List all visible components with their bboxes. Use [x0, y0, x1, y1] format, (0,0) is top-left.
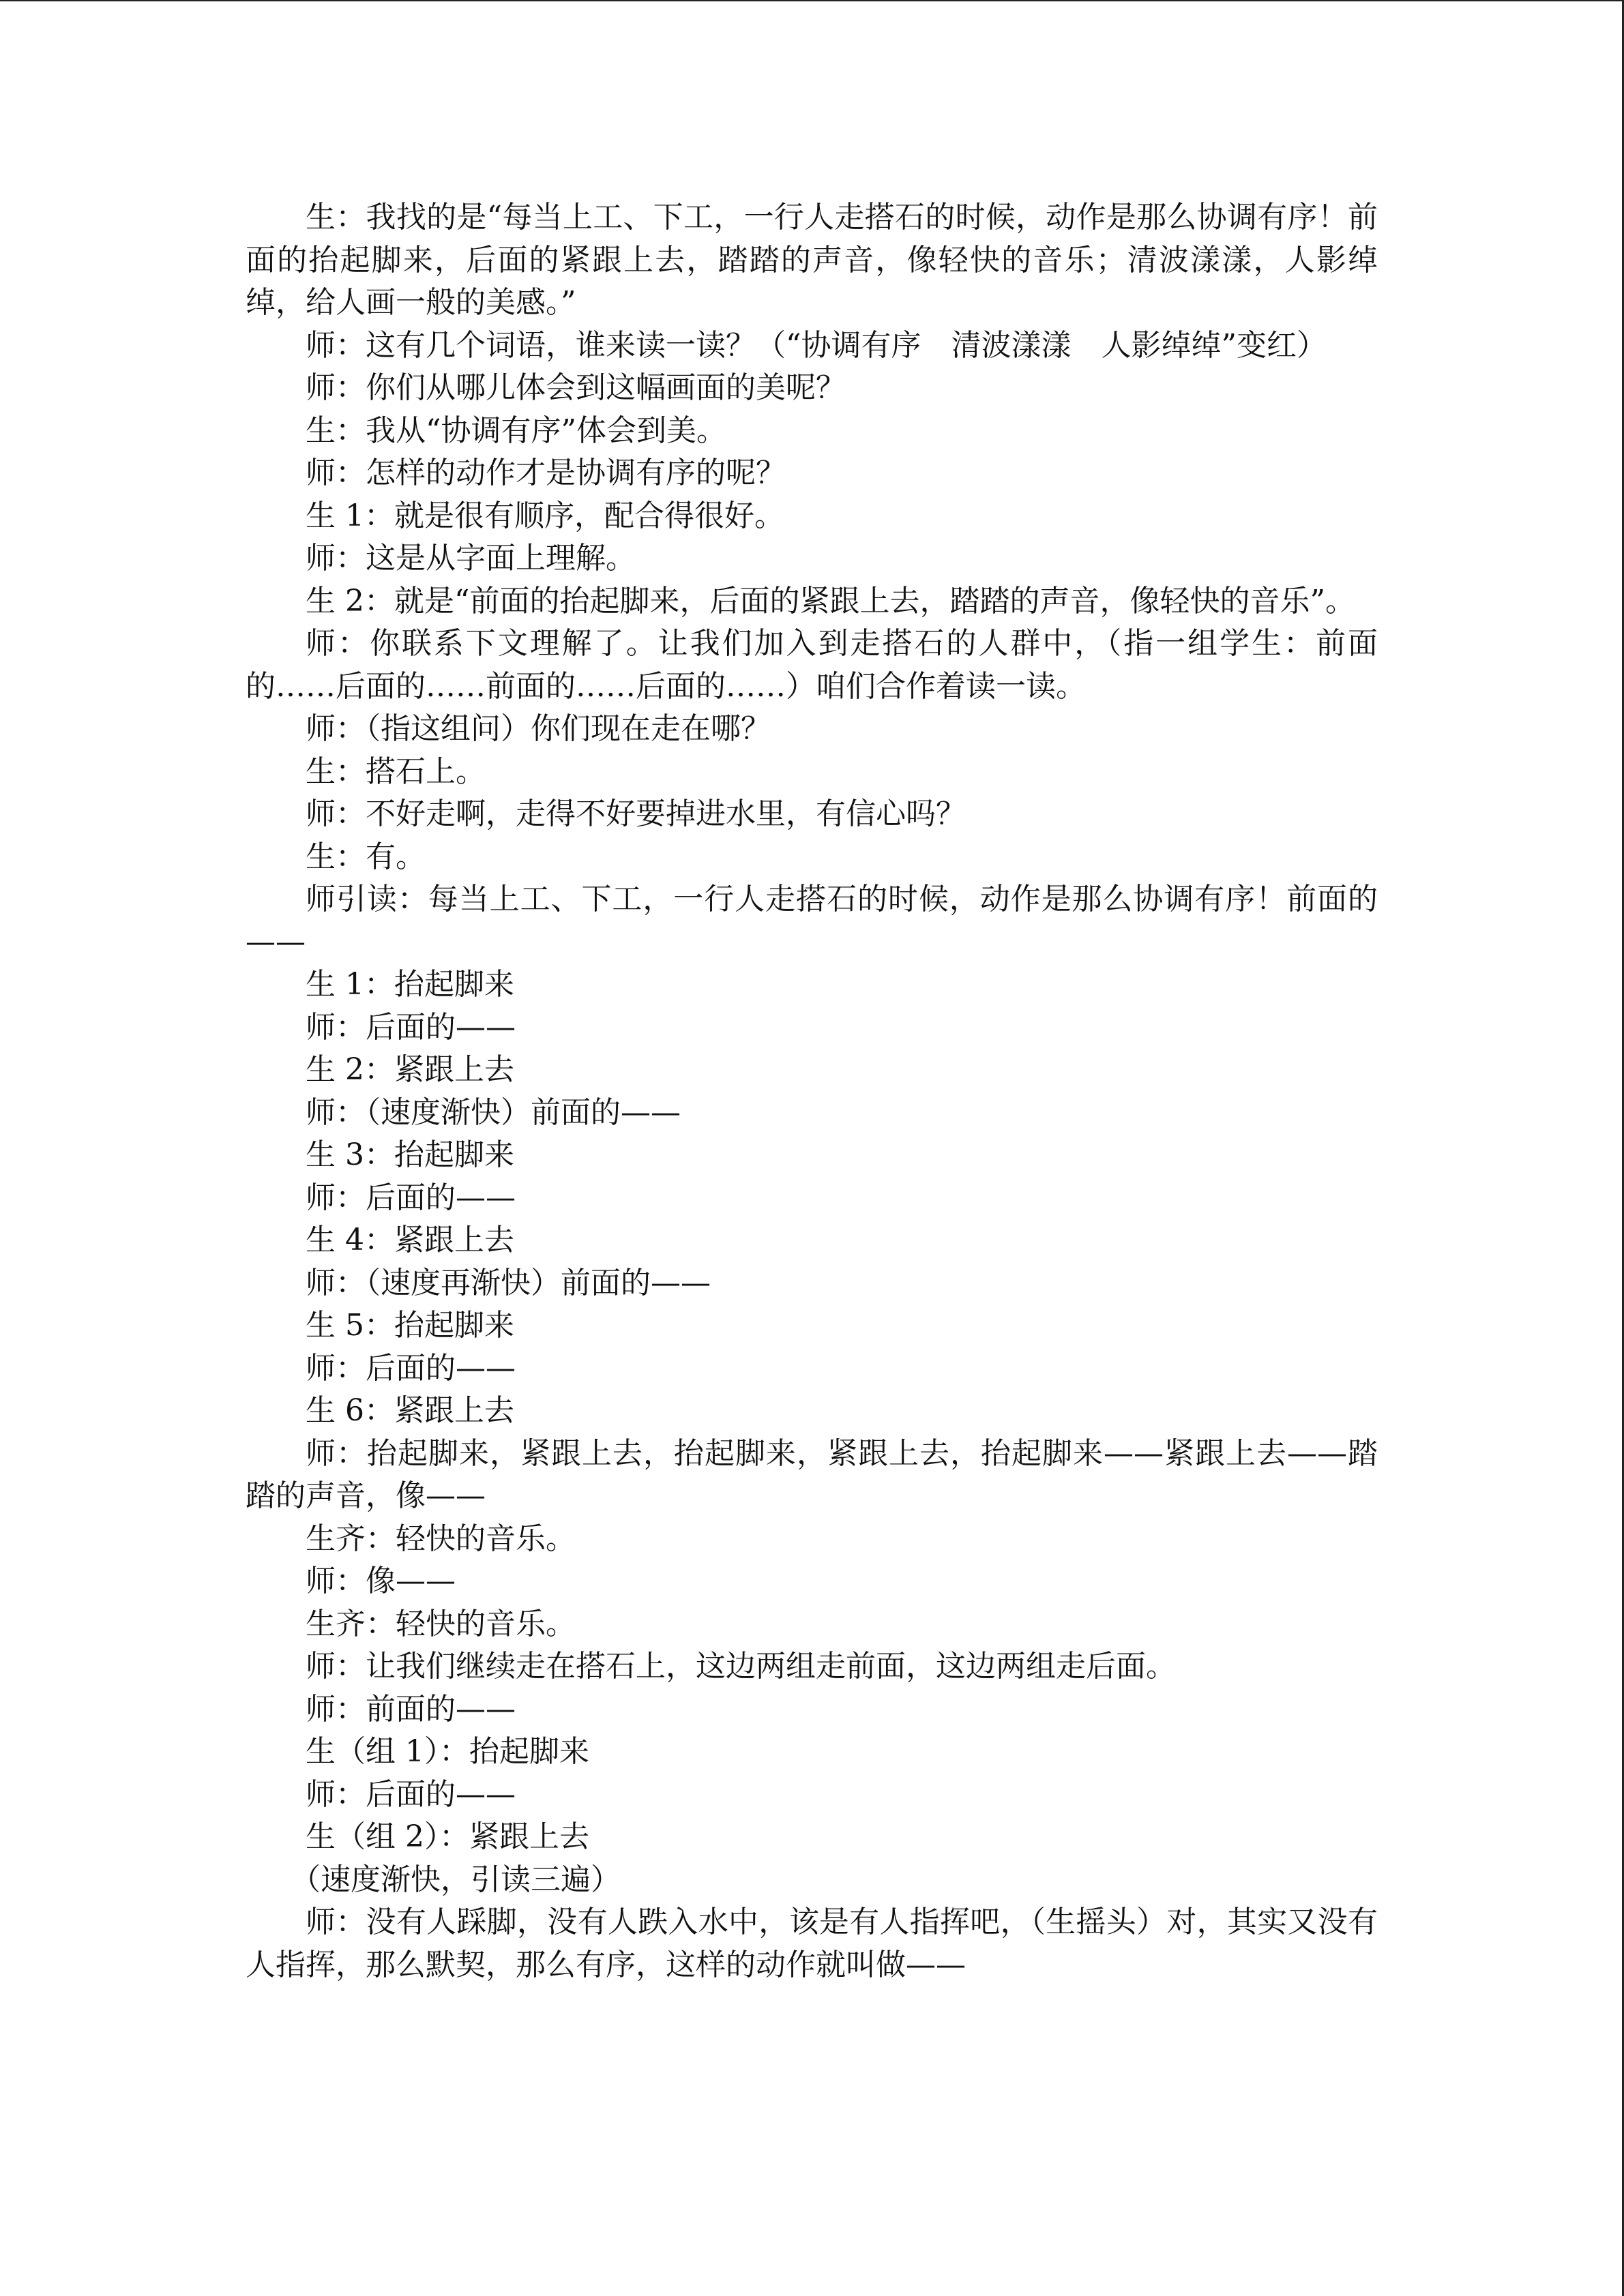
paragraph-9: 师：你联系下文理解了。让我们加入到走搭石的人群中，（指一组学生：前面的……后面的……前面的……后面的……）咱们合作着读一读。: [246, 626, 1378, 704]
paragraph-8: 生 2：就是“前面的抬起脚来，后面的紧跟上去，踏踏的声音，像轻快的音乐”。: [306, 583, 1355, 618]
paragraph-23: 生 5：抬起脚来: [306, 1308, 514, 1343]
paragraph-17: 生 2：紧跟上去: [306, 1052, 514, 1087]
paragraph-18: 师：（速度渐快）前面的——: [306, 1094, 681, 1130]
paragraph-7: 师：这是从字面上理解。: [306, 541, 636, 576]
paragraph-16: 师：后面的——: [306, 1009, 516, 1045]
paragraph-20: 师：后面的——: [306, 1180, 516, 1215]
paragraph-33: 师：后面的——: [306, 1776, 516, 1812]
paragraph-29: 生齐：轻快的音乐。: [306, 1606, 576, 1641]
paragraph-14: 师引读：每当上工、下工，一行人走搭石的时候，动作是那么协调有序！前面的——: [246, 882, 1378, 959]
paragraph-28: 师：像——: [306, 1564, 456, 1598]
paragraph-34: 生（组 2）：紧跟上去: [306, 1819, 589, 1854]
paragraph-12: 师：不好走啊，走得不好要掉进水里，有信心吗？: [306, 796, 966, 831]
paragraph-25: 生 6：紧跟上去: [306, 1393, 514, 1428]
paragraph-3: 师：你们从哪儿体会到这幅画面的美呢？: [306, 370, 846, 405]
paragraph-11: 生：搭石上。: [306, 754, 486, 789]
paragraph-35: （速度渐快，引读三遍）: [291, 1862, 621, 1897]
paragraph-22: 师：（速度再渐快）前面的——: [306, 1265, 711, 1300]
paragraph-27: 生齐：轻快的音乐。: [306, 1521, 576, 1556]
paragraph-19: 生 3：抬起脚来: [306, 1137, 514, 1172]
paragraph-30: 师：让我们继续走在搭石上，这边两组走前面，这边两组走后面。: [306, 1649, 1176, 1684]
paragraph-31: 师：前面的——: [306, 1691, 516, 1727]
paragraph-36: 师：没有人踩脚，没有人跌入水中，该是有人指挥吧，（生摇头）对，其实又没有人指挥，那么默契，那么有序，这样的动作就叫做——: [246, 1905, 1378, 1982]
paragraph-4: 生：我从“协调有序”体会到美。: [306, 413, 726, 448]
paragraph-5: 师：怎样的动作才是协调有序的呢？: [306, 456, 786, 490]
paragraph-32: 生（组 1）：抬起脚来: [306, 1734, 589, 1769]
paragraph-24: 师：后面的——: [306, 1350, 516, 1386]
paragraph-13: 生：有。: [306, 839, 426, 874]
paragraph-2: 师：这有几个词语，谁来读一读？（“协调有序 清波漾漾 人影绰绰”变红）: [306, 327, 1327, 363]
paragraph-15: 生 1：抬起脚来: [306, 967, 514, 1002]
document-body: [246, 196, 1378, 1986]
paragraph-21: 生 4：紧跟上去: [306, 1223, 514, 1257]
paragraph-26: 师：抬起脚来，紧跟上去，抬起脚来，紧跟上去，抬起脚来——紧跟上去——踏踏的声音，像——: [246, 1435, 1378, 1513]
paragraph-6: 生 1：就是很有顺序，配合得很好。: [306, 498, 784, 533]
paragraph-1: 生：我找的是“每当上工、下工，一行人走搭石的时候，动作是那么协调有序！前面的抬起脚来，后面的紧跟上去，踏踏的声音，像轻快的音乐；清波漾漾，人影绰绰，给人画一般的美感。”: [246, 200, 1378, 320]
paragraph-10: 师：（指这组问）你们现在走在哪？: [306, 711, 771, 746]
